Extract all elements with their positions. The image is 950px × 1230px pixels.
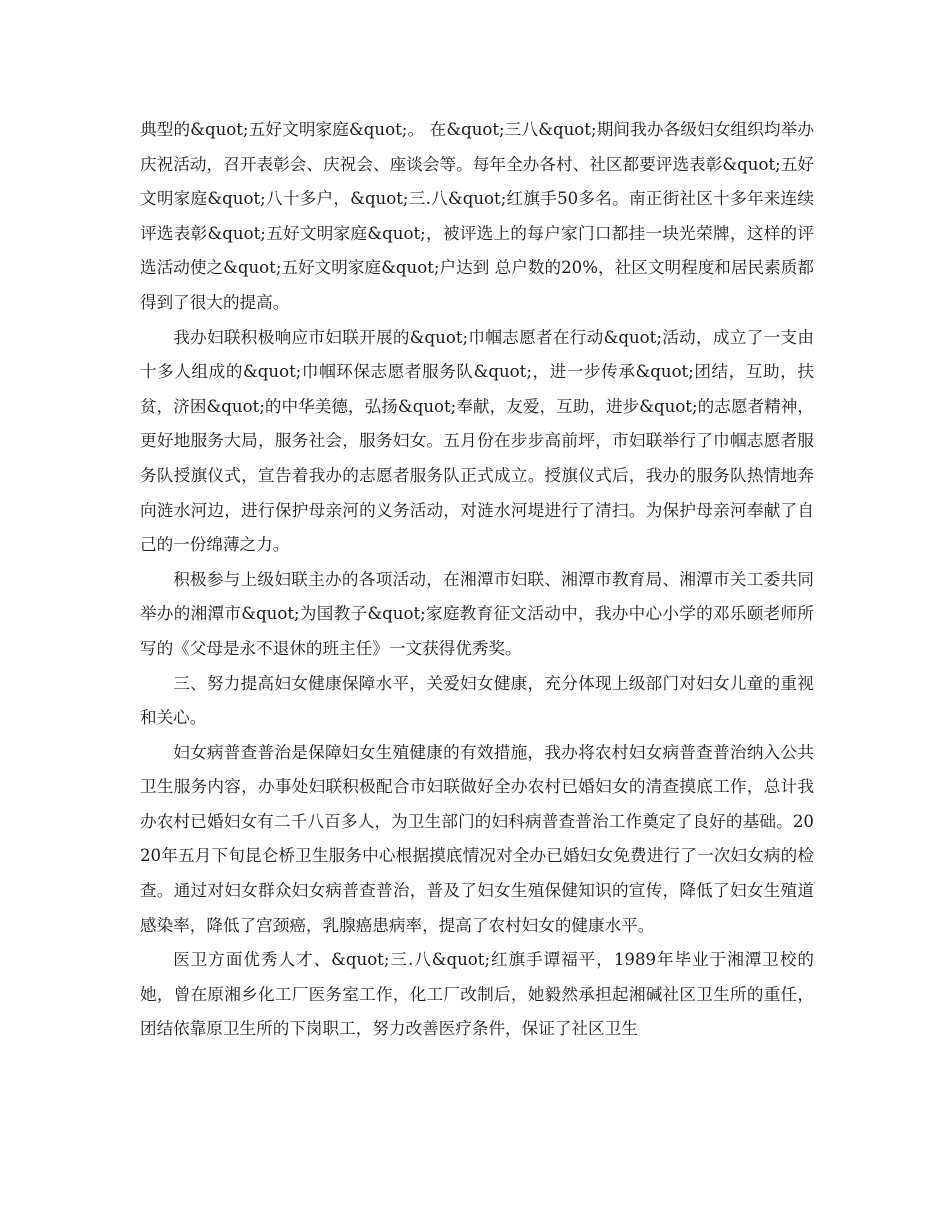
paragraph-2: 我办妇联积极响应市妇联开展的&quot;巾帼志愿者在行动&quot;活动，成立了一支由十多人组成的&quot;巾帼环保志愿者服务队&quot;，进一步传承&quot;团结，互助，扶贫，济困&quot;的中华美德，弘扬&quot;奉献，友爱，互助，进步&quot;的志愿者精神，更好地服务大局，服务社会，服务妇女。五月份在步步高前坪，市妇联举行了巾帼志愿者服务队授旗仪式，宣告着我办的志愿者服务队正式成立。授旗仪式后，我办的服务队热情地奔向涟水河边，进行保护母亲河的义务活动，对涟水河堤进行了清扫。为保护母亲河奉献了自己的一份绵薄之力。	[140, 327, 814, 555]
paragraph-3: 积极参与上级妇联主办的各项活动，在湘潭市妇联、湘潭市教育局、湘潭市关工委共同举办的湘潭市&quot;为国教子&quot;家庭教育征文活动中，我办中心小学的邓乐颐老师所写的《父母是永不退休的班主任》一文获得优秀奖。	[140, 569, 814, 658]
paragraph-4: 三、努力提高妇女健康保障水平，关爱妇女健康，充分体现上级部门对妇女儿童的重视和关心。	[140, 673, 814, 728]
paragraph-6: 医卫方面优秀人才、&quot;三.八&quot;红旗手谭福平，1989年毕业于湘潭卫校的她，曾在原湘乡化工厂医务室工作，化工厂改制后，她毅然承担起湘碱社区卫生所的重任，团结依靠原卫生所的下岗职工，努力改善医疗条件，保证了社区卫生	[140, 950, 814, 1039]
paragraph-5: 妇女病普查普治是保障妇女生殖健康的有效措施，我办将农村妇女病普查普治纳入公共卫生服务内容，办事处妇联积极配合市妇联做好全办农村已婚妇女的清查摸底工作，总计我办农村已婚妇女有二千八百多人，为卫生部门的妇科病普查普治工作奠定了良好的基础。2020年五月下旬昆仑桥卫生服务中心根据摸底情况对全办已婚妇女免费进行了一次妇女病的检查。通过对妇女群众妇女病普查普治，普及了妇女生殖保健知识的宣传，降低了妇女生殖道感染率，降低了宫颈癌，乳腺癌患病率，提高了农村妇女的健康水平。	[140, 742, 814, 935]
document-body	[140, 113, 814, 1047]
paragraph-1: 典型的&quot;五好文明家庭&quot;。 在&quot;三八&quot;期间我办各级妇女组织均举办庆祝活动，召开表彰会、庆祝会、座谈会等。每年全办各村、社区都要评选表彰&quot;五好文明家庭&quot;八十多户，&quot;三.八&quot;红旗手50多名。南正街社区十多年来连续评选表彰&quot;五好文明家庭&quot;，被评选上的每户家门口都挂一块光荣牌，这样的评选活动使之&quot;五好文明家庭&quot;户达到 总户数的20%，社区文明程度和居民素质都得到了很大的提高。	[140, 120, 814, 312]
